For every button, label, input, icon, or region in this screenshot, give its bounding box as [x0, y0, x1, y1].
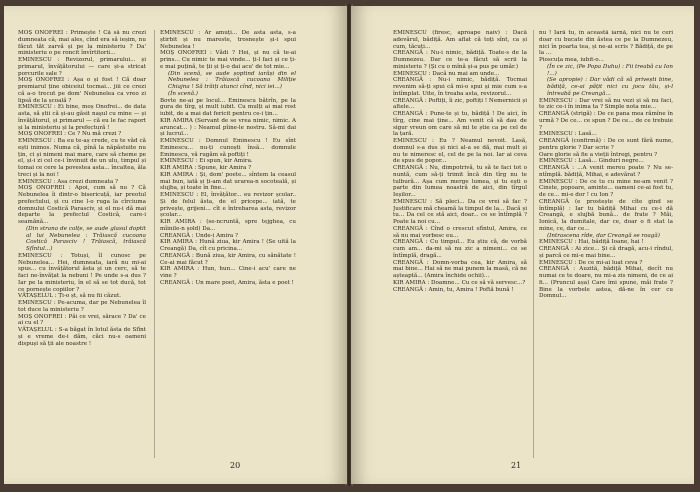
- dialogue-paragraph: CREANGĂ : Amin, tu, Amira ! Poftă bună !: [393, 286, 514, 293]
- right-column-2: [539, 30, 673, 458]
- dialogue-paragraph: KIR AMIRA : Hun, hun... Cine-i acu' care ne vine ?: [160, 266, 296, 279]
- left-page-number: 20: [230, 461, 241, 470]
- dialogue-paragraph: EMINESCU : Totuși, îl cunosc pe Nebunelea... Hei, dumneata, iară nu mi-ai spus... cu învățătorul ăsta și un cerc, să te faci ne-învățat la nebuni ! Pe unde s-a dus ? Iar pe la ministeriu, în el să se tot ducă, tot ce pornește copiilor ?: [18, 252, 146, 293]
- dialogue-paragraph: EMINESCU : Lasă...: [539, 131, 597, 138]
- dialogue-paragraph: nu ! Iară tu, în această iarnă, nici nu te ceri doar cu bucate din ăstea ce pe la Dumnezeu, nici în poarta tea, și ne-ai scris ? Bădiță, de pe la ...: [539, 30, 673, 57]
- dialogue-paragraph: CREANGĂ : Pune-te și tu, bădiță ! De aici, în tîrg, cine mai ține... Am venit că să dau de sigur vreun om care să mi te știe ca pe cel de la țară.: [393, 111, 527, 138]
- dialogue-paragraph: VĂTAȘELUL : S-a băgat în lotul ăsta de Sfînt și e vreme de-i dăm, căci nu-s oameni dispuși să ții ale noastre !: [18, 327, 146, 347]
- dialogue-paragraph: (Din strana de colțe, se aude glasul doptit al lui Nebunelea : Trăiască cucoana Costică Parasciv ! Trăiască, trăiască Sfîntul...): [26, 225, 146, 252]
- right-column-1: [393, 30, 527, 458]
- dialogue-paragraph: KIR AMIRA : Doamne... Cu ce să vă servesc...?: [393, 279, 526, 286]
- dialogue-paragraph: MOȘ ONOFREI : Ce ? Nu mă crezi ?: [18, 131, 122, 138]
- left-column-1: [18, 30, 146, 458]
- dialogue-paragraph: EMINESCU : Domnul Eminescu ! Eu sînt Eminescu... nu-ți cunoști însă... domnule Eminescu, vă rugăm să poftiți !: [160, 138, 296, 158]
- left-column-rule: [154, 30, 155, 458]
- dialogue-paragraph: EMINESCU : Revizorul, primarului... și primarul, învățătorului — care și-a stricat porcurile sale ?: [18, 57, 146, 77]
- dialogue-paragraph: EMINESCU : Ba eu te-aș crede, cu te văd că ești inimos. Numa că, pînă la năpăstuite nu țin, ci și nimeni mai mare, care să cheme pe el, și-i zi cel ce-i învinuit de un ulu, timpul și tomai ce cere la povestea asta... încaltea, ăla treci și la noi !: [18, 138, 146, 178]
- right-column-rule: [533, 30, 534, 458]
- dialogue-paragraph: EMINESCU : De ce tu cu mine ne-am venit ? Cinste, popoare, aminte... oameni ce-ai fost tu, de ce... mi-e dor ! cu Ion ?: [539, 178, 673, 198]
- dialogue-paragraph: (În scenă.): [168, 90, 198, 97]
- dialogue-paragraph: CREANGĂ : Bună ziua, kir Amira, cu sănătate ! Ce-ai mai făcut ?: [160, 252, 296, 266]
- dialogue-paragraph: CREANGĂ : Ai zice... Și că dragă, acu-i rîndul, și parcă ce mi-e mai bine...: [539, 246, 673, 259]
- dialogue-paragraph: MOȘ ONOFREI : Așa o și fost ! Că doar premiarul ține obiceiul tocmai... jiii ce crezi că a-o trecut pe dom' Nebunelea ca vreo zi lipsă de la școală ?: [18, 77, 146, 104]
- dialogue-paragraph: KIR AMIRA : (se-ncruntă, spre tejghea, cu mîinile-n șold) Da...: [160, 219, 296, 232]
- dialogue-paragraph: Bovte ne-ai pe locul... Eminescu bătrîn, pe la gura de tîrg, și mult iubit. Cu mulți ai mai rost iubit, de a mai dat fericit pentru ce-i țin...: [160, 97, 296, 117]
- left-page: [4, 6, 347, 484]
- dialogue-paragraph: CREANGĂ : Unde-i Amira ?: [160, 232, 239, 239]
- dialogue-paragraph: CREANGĂ : Nu-i nimic, bădiță. Toate-s de la Dumnezeu. Dar ce te-a făcut să scrii la ministeriu ? (Și cu o mînă și-a pus pe umăr.): [393, 50, 527, 70]
- dialogue-paragraph: MOȘ ONOFREI : Primește ! Că să nu crezi dumneata că, mai ales, cînd era să ieșim, nu făcut tăt zarvă și pe la ministeriu ? Da' ministeriu o pe roncit învîrtitorii...: [18, 30, 146, 57]
- dialogue-paragraph: CREANGĂ : Auzită, bădiță Mihai, decît nu numai ce te doare, nu mi-a zis nimeni, de ce ai fi... (Pruncul așa) Care îmi spune, măi frate ? Bine la vorbele astea, dă-ne în cer cu Domnul...: [539, 266, 673, 300]
- right-page-number: 21: [511, 461, 522, 470]
- dialogue-paragraph: EMINESCU : Ei bine, moș Onofrei... de data asta, să știi că și-au găsit naşul cu mine — și învățătorul, și primarul — că eu le fac raport și la ministeriu și la prefectură !: [18, 104, 146, 131]
- dialogue-paragraph: KIR AMIRA (Servant de se vrea nimic, nimic. A aruncat... ) : Neamul pîine-le nostru. Să-mi dai și lucrul...: [160, 117, 296, 138]
- dialogue-paragraph: CREANGĂ : Domn-vorba cea, kir Amira, să mai bine... Hai să ne mai punem la masă, că ne așteaptă... (Amira închide ochii)...: [393, 259, 527, 279]
- dialogue-paragraph: EMINESCU : Ei spun, kir Amira.: [160, 158, 253, 165]
- dialogue-paragraph: CREANGĂ : Nu-i nimic, bădiță. Tocmai revenim să-ți spui că mi-o spui și mie cum s-a întîmplat. Uite, în treaba asta, revizorul...: [393, 77, 527, 97]
- dialogue-paragraph: (Din scenă, se aude șoptind iarăși din el Nebunelea : Trăiască cucoana Miliție Chiajna ! Să trăiți atunci cînd, nici iei...): [168, 70, 296, 90]
- dialogue-paragraph: CREANGĂ (strigă) : De ce pana mea rămîne în urmă ? De ce... ce spun ? De ce... de ce trebuie ?: [539, 111, 673, 131]
- dialogue-paragraph: EMINESCU : El, învățător... eu revizor școlar.. Și de felul ăsta, de el pricepe... iată, te privește, grijeni... cît e întrebarea asta, revizor școlar...: [160, 192, 296, 219]
- dialogue-paragraph: EMINESCU : Dar vrei să nu vezi și să nu faci, te zic ce-i în inima ta ? Simple nota mie...: [539, 97, 673, 111]
- dialogue-paragraph: Oare glorie să fie a vieții întregi, pentru ?: [539, 151, 658, 158]
- dialogue-paragraph: KIR AMIRA : Hună ziua, kir Amira ! (Se uită la Creangă) Da, cît cu pricina...: [160, 239, 296, 252]
- dialogue-paragraph: EMINESCU : De ce mi-ai luat ceva ?: [539, 259, 643, 266]
- dialogue-paragraph: EMINESCU (firesc, aproape naiv) : Dacă adevărul, bădiță. Am aflat că toți sînt, ca și cum, tăcuți...: [393, 30, 527, 50]
- right-page: [351, 6, 694, 484]
- dialogue-paragraph: EMINESCU : Dacă nu mai am unde...: [393, 70, 500, 77]
- dialogue-paragraph: CREANGĂ : Nu, dimpotrivă, tu să te faci tot o nuntă, cum să-ți trimit încă din tîrg nu te tulbură... Așa cum merge lumea, și tu ești o parte din lumea noastră de aici, din tîrgul Ieșilor...: [393, 165, 527, 198]
- dialogue-paragraph: EMINESCU : Să pleci... Da ce vrei să fac ? Justificare mă cheamă la timpul de la... Dacă și tu... Da cel ce stă aici, doar... ce se întîmplă ? Poate la noi cu...: [393, 198, 527, 225]
- left-column-2: [160, 30, 296, 458]
- dialogue-paragraph: MOȘ ONOFREI : Vădi ? Hei, și nu că te-ai prins... Cu nimic te mai vinde... ți-l faci și ce ți-e mai puțină, te ții și ți-o dai acu' de tot mie...: [160, 50, 296, 70]
- dialogue-paragraph: MOȘ ONOFREI : Apoi, cum să nu ? Că Nebunelea îi dintr-o bisericuță, iar preotul prefectului, și cu cine l-o ruga la cîrciuma domnului Costică Parasciv, și el nu-i dă mai departe la prefectul Costică, care-i seamănă...: [18, 185, 146, 225]
- dialogue-paragraph: (Intrascena rîde, dar Creangă se roagă): [547, 232, 660, 239]
- dialogue-paragraph: CREANGĂ : Cînd o crescut sfîntul, Amira, ce să nu mai vorbesc eu...: [393, 225, 527, 239]
- dialogue-paragraph: (În ce zic, (Pe Popa Duhu) : Fii treabă cu Ion !...): [547, 63, 673, 77]
- dialogue-paragraph: EMINESCU : Lasă... Ginduri negre...: [539, 158, 644, 165]
- dialogue-paragraph: KIR AMIRA : Și, dom' poete... sîntem la ceasul mai bun, iată și ți-am dat urarea-n socoteală, și slujba, și toate în fine...: [160, 171, 296, 192]
- dialogue-paragraph: VĂTAȘELUL : Ți-o șt, să nu fii căzut.: [18, 293, 121, 300]
- dialogue-paragraph: CREANGĂ : Poftiți, îi zic, poftiți ! Nemernicii și altele...: [393, 97, 527, 111]
- dialogue-paragraph: CREANGĂ : Cu timpul... Eu știu că, de vorbă cum am... da-mi să nu zic a nimeni... ce se întîmplă, dragă...: [393, 239, 527, 259]
- dialogue-paragraph: EMINESCU : Eu ? Neamul nevoit. Lasă, domnul s-a dus și nici al-a se dă, mai mult și nu te nimeresc el, cel de pe la noi. Iar ai ceva de spus de popor...: [393, 138, 527, 165]
- dialogue-paragraph: EMINESCU : Pe-acuma, dar pe Nebunelea îl tot duce la ministeriu ?: [18, 300, 146, 313]
- dialogue-paragraph: MOȘ ONOFREI : Păi ce vrei, sărace ? Da' ce ai cu el ?: [18, 313, 146, 327]
- dialogue-paragraph: (Se apropie) : Dar vădi că să privești bine, bădiță, ce-ai pățit nici cu jocu tău, și-l întreabă pe Creangă...: [547, 77, 673, 97]
- dialogue-paragraph: EMINESCU : Ar amuți... De asta asta, s-a știrbit și nu mareste, trosnește și-i spui Nebunelea !: [160, 30, 296, 50]
- dialogue-paragraph: CREANGĂ : ...A venit mereu poate ? Nu se-ntîmplă. bădiță, Mihai, e adevărat ?: [539, 165, 673, 178]
- dialogue-paragraph: CREANGĂ (e prostește de cîte gind se întîmplă) : Iar tu bădiță Mihai cu ce-i dă Creangă, e slujbă bună... de frate ? Măi, Ionică, la dumitale, dar ce, doar o fi stat la mine, ce, dar ce...: [539, 198, 673, 232]
- dialogue-paragraph: EMINESCU : Hai, bădiță Ioane, hai !: [539, 239, 644, 246]
- dialogue-paragraph: CREANGĂ : Un mare poet, Amira, ăsta e poet !: [160, 279, 294, 286]
- dialogue-paragraph: KIR AMIRA : Spune, kir Amira ?: [160, 165, 252, 171]
- dialogue-paragraph: Pioscuța mea, iubit-o...: [539, 57, 604, 63]
- dialogue-paragraph: EMINESCU : Asa crezi dumneata ?: [18, 178, 119, 185]
- dialogue-paragraph: CREANGĂ (confirmă) : De ce sunt fără nume, pentru glorie ? Dar scrie ?: [539, 138, 673, 151]
